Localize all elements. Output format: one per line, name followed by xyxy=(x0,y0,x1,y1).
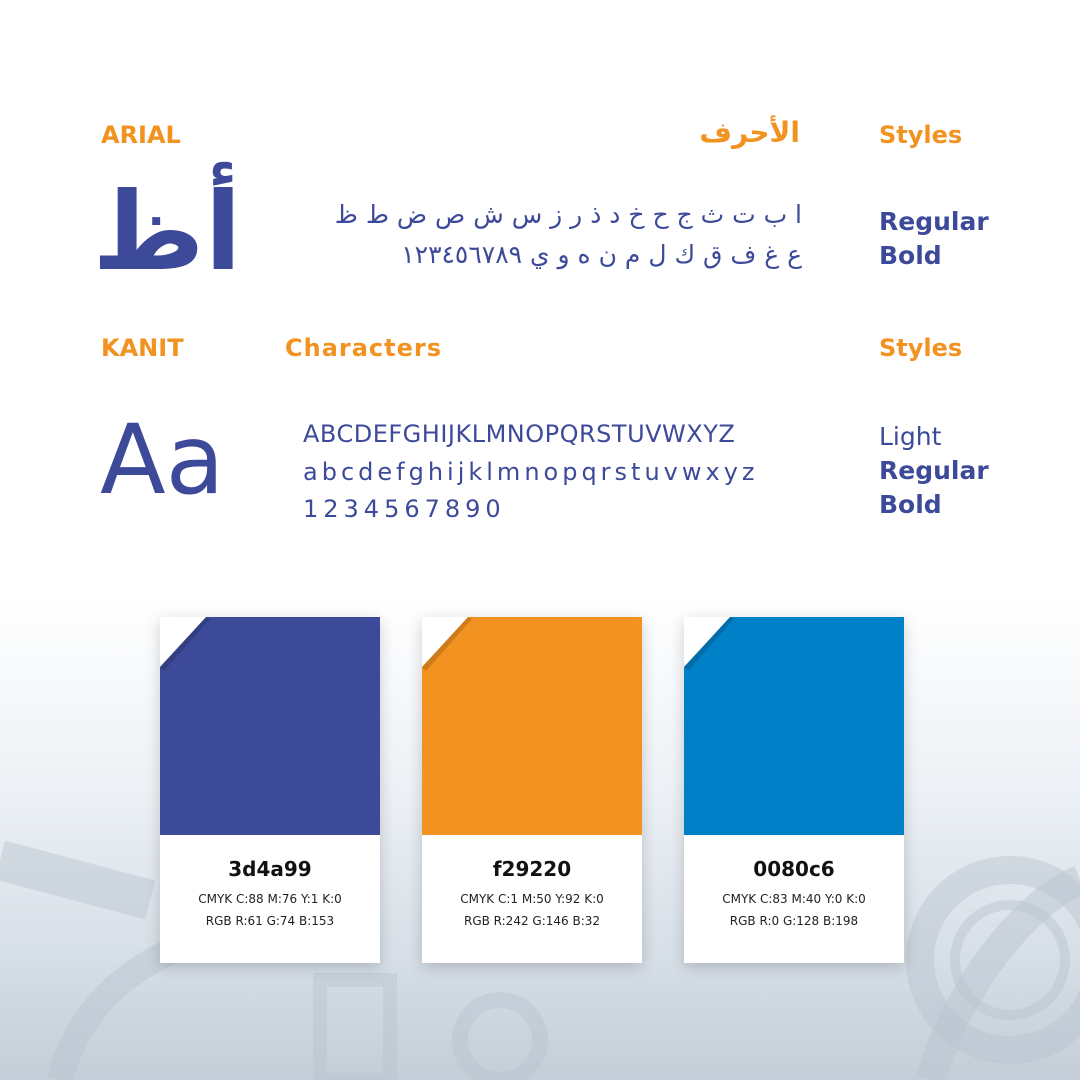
page-curl-decoration xyxy=(684,617,744,677)
kanit-styles-heading: Styles xyxy=(879,334,963,362)
kanit-digits-line: 1234567890 xyxy=(303,495,506,523)
color-rgb-values: RGB R:0 G:128 B:198 xyxy=(729,914,859,928)
color-rgb-values: RGB R:242 G:146 B:32 xyxy=(463,914,601,928)
kanit-lowercase-line: abcdefghijklmnopqrstuvwxyz xyxy=(303,458,759,486)
color-cmyk-values: CMYK C:88 M:76 Y:1 K:0 xyxy=(198,892,342,906)
color-hex-code: 0080c6 xyxy=(753,857,835,881)
arial-characters-line-1: ا ب ت ث ج ح خ د ذ ر ز س ش ص ض ط ظ xyxy=(334,200,802,229)
kanit-characters-heading: Characters xyxy=(285,334,443,362)
arial-style-regular: Regular xyxy=(879,207,989,236)
arial-font-label: ARIAL xyxy=(101,121,181,149)
color-card-light-blue xyxy=(684,617,904,963)
page-curl-decoration xyxy=(160,617,220,677)
color-card-orange xyxy=(422,617,642,963)
color-hex-code: f29220 xyxy=(492,857,572,881)
kanit-styles-list xyxy=(879,420,989,522)
arial-style-bold: Bold xyxy=(879,241,942,270)
kanit-sample-glyph: Aa xyxy=(100,404,225,516)
kanit-style-light: Light xyxy=(879,422,942,451)
color-card-primary-blue xyxy=(160,617,380,963)
arial-characters-heading: الأحرف xyxy=(699,116,800,149)
color-cmyk-values: CMYK C:1 M:50 Y:92 K:0 xyxy=(460,892,604,906)
color-cmyk-values: CMYK C:83 M:40 Y:0 K:0 xyxy=(722,892,866,906)
page-curl-decoration xyxy=(422,617,482,677)
arial-styles-heading: Styles xyxy=(879,121,963,149)
arial-characters-line-2: ع غ ف ق ك ل م ن ه و ي ١٢٣٤٥٦٧٨٩ xyxy=(401,240,802,269)
color-hex-code: 3d4a99 xyxy=(228,857,312,881)
kanit-font-label: KANIT xyxy=(101,334,184,362)
arial-sample-glyph: أظ xyxy=(92,170,242,295)
kanit-uppercase-line: ABCDEFGHIJKLMNOPQRSTUVWXYZ xyxy=(303,420,736,448)
color-rgb-values: RGB R:61 G:74 B:153 xyxy=(205,914,335,928)
kanit-style-bold: Bold xyxy=(879,490,942,519)
kanit-style-regular: Regular xyxy=(879,456,989,485)
arial-styles-list xyxy=(879,205,989,273)
